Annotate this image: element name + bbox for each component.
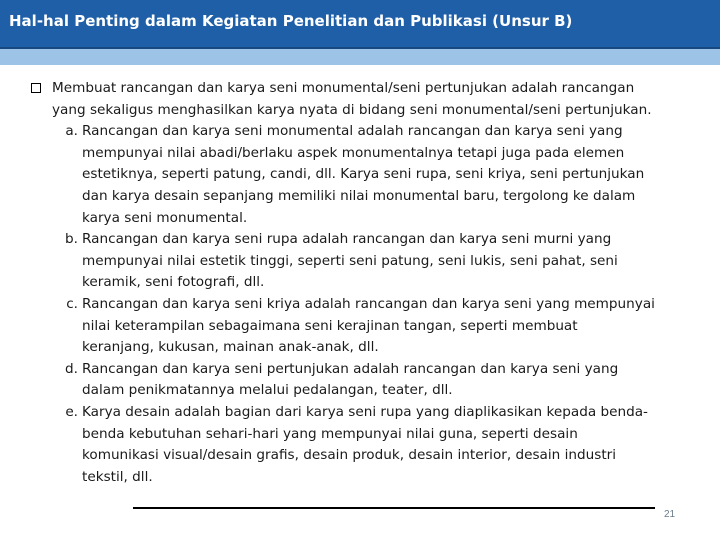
sub-item-list bbox=[34, 121, 704, 488]
title-bar bbox=[0, 0, 720, 49]
page-number: 21 bbox=[664, 509, 676, 520]
list-item-line: Rancangan dan karya seni monumental adalah rancangan dan karya seni yang bbox=[82, 123, 623, 140]
square-bullet-icon bbox=[31, 83, 41, 93]
list-item-line: mempunyai nilai abadi/berlaku aspek monumentalnya tetapi juga pada elemen bbox=[82, 144, 625, 161]
list-item-line: keramik, seni fotografi, dll. bbox=[82, 274, 265, 291]
list-item bbox=[34, 402, 704, 488]
list-item-line: karya seni monumental. bbox=[82, 209, 248, 226]
list-item-line: Rancangan dan karya seni pertunjukan adalah rancangan dan karya seni yang bbox=[82, 360, 619, 377]
list-item bbox=[34, 229, 704, 294]
list-item-text bbox=[82, 359, 704, 402]
list-item-marker: a. bbox=[65, 123, 78, 140]
list-item-line: dalam penikmatannya melalui pedalangan, teater, dll. bbox=[82, 382, 453, 399]
list-item-line: tekstil, dll. bbox=[82, 468, 153, 485]
slide-title: Hal-hal Penting dalam Kegiatan Penelitian dan Publikasi (Unsur B) bbox=[9, 12, 573, 30]
list-item-marker: b. bbox=[65, 231, 78, 248]
list-item-marker: d. bbox=[65, 360, 78, 377]
list-item-line: dan karya desain sepanjang memiliki nilai monumental baru, tergolong ke dalam bbox=[82, 187, 636, 204]
list-item-line: komunikasi visual/desain grafis, desain produk, desain interior, desain industri bbox=[82, 447, 617, 464]
list-item-line: estetiknya, seperti patung, candi, dll. Karya seni rupa, seni kriya, seni pertunjukan bbox=[82, 166, 645, 183]
intro-text bbox=[52, 78, 704, 121]
list-item bbox=[34, 294, 704, 359]
list-item-line: mempunyai nilai estetik tinggi, seperti seni patung, seni lukis, seni pahat, seni bbox=[82, 252, 618, 269]
list-item-marker: c. bbox=[66, 295, 78, 312]
list-item-text bbox=[82, 294, 704, 359]
footer-divider bbox=[133, 507, 655, 509]
list-item bbox=[34, 121, 704, 229]
list-item-text bbox=[82, 121, 704, 229]
list-item bbox=[34, 359, 704, 402]
list-item-marker: e. bbox=[65, 403, 78, 420]
intro-paragraph bbox=[34, 78, 704, 121]
intro-line: Membuat rancangan dan karya seni monumental/seni pertunjukan adalah rancangan bbox=[52, 80, 635, 96]
list-item-line: benda kebutuhan sehari-hari yang mempunyai nilai guna, seperti desain bbox=[82, 425, 578, 442]
list-item-line: Rancangan dan karya seni kriya adalah rancangan dan karya seni yang mempunyai bbox=[82, 295, 655, 312]
list-item-line: Rancangan dan karya seni rupa adalah rancangan dan karya seni murni yang bbox=[82, 231, 612, 248]
list-item-text bbox=[82, 402, 704, 488]
list-item-text bbox=[82, 229, 704, 294]
accent-strip bbox=[0, 49, 720, 65]
list-item-line: Karya desain adalah bagian dari karya seni rupa yang diaplikasikan kepada benda- bbox=[82, 403, 648, 420]
intro-line: yang sekaligus menghasilkan karya nyata di bidang seni monumental/seni pertunjukan. bbox=[52, 101, 652, 118]
slide-content bbox=[34, 78, 704, 488]
list-item-line: nilai keterampilan sebagaimana seni kerajinan tangan, seperti membuat bbox=[82, 317, 578, 334]
list-item-line: keranjang, kukusan, mainan anak-anak, dll. bbox=[82, 339, 379, 356]
